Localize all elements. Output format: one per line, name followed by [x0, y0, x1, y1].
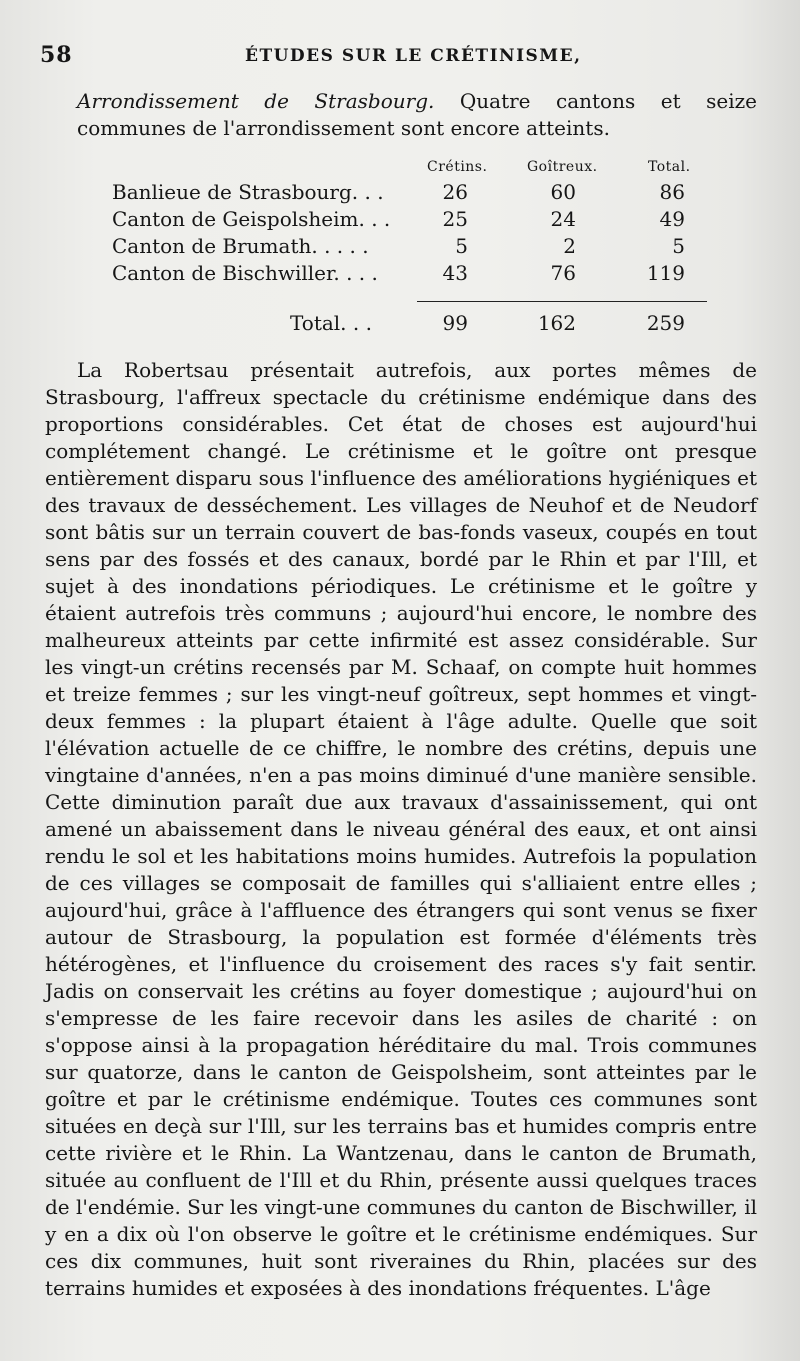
cell-goitreux: 60	[550, 180, 576, 204]
total-rule	[417, 301, 707, 302]
cell-goitreux: 76	[550, 261, 576, 285]
column-header-goitreux: Goîtreux.	[527, 159, 598, 175]
row-label: Banlieue de Strasbourg. . .	[112, 180, 384, 204]
cell-total: 86	[659, 180, 685, 204]
column-header-total: Total.	[648, 159, 691, 175]
table-row	[112, 234, 712, 261]
cell-goitreux: 24	[550, 207, 576, 231]
body-paragraph: La Robertsau présentait autrefois, aux portes mêmes de Strasbourg, l'affreux spectacle du crétinisme endémique dans des proportions considérables. Cet état de choses est aujourd'hui complétement changé. Le crétinisme et le goître ont presque entièrement disparu sous l'influence des améliorations hygiéniques et des travaux de desséchement. Les villages de Neuhof et de Neudorf sont bâtis sur un terrain couvert de bas-fonds vaseux, coupés en tout sens par des fossés et des canaux, bordé par le Rhin et par l'Ill, et sujet à des inondations périodiques. Le crétinisme et le goître y étaient autrefois très communs ; aujourd'hui encore, le nombre des malheureux atteints par cette infirmité est assez considérable. Sur les vingt-un crétins recensés par M. Schaaf, on compte huit hommes et treize femmes ; sur les vingt-neuf goîtreux, sept hommes et vingt-deux femmes : la plupart étaient à l'âge adulte. Quelle que soit l'élévation actuelle de ce chiffre, le nombre des crétins, depuis une vingtaine d'années, n'en a pas moins diminué d'une manière sensible. Cette diminution paraît due aux travaux d'assainissement, qui ont amené un abaissement dans le niveau général des eaux, et ont ainsi rendu le sol et les habitations moins humides. Autrefois la population de ces villages se composait de familles qui s'alliaient entre elles ; aujourd'hui, grâce à l'affluence des étrangers qui sont venus se fixer autour de Strasbourg, la population est formée d'éléments très hétérogènes, et l'influence du croisement des races s'y fait sentir. Jadis on conservait les crétins au foyer domestique ; aujourd'hui on s'empresse de les faire recevoir dans les asiles de charité : on s'oppose ainsi à la propagation héréditaire du mal. Trois communes sur quatorze, dans le canton de Geispolsheim, sont atteintes par le goître et par le crétinisme endémique. Toutes ces communes sont situées en deçà sur l'Ill, sur les terrains bas et humides compris entre cette rivière et le Rhin. La Wantzenau, dans le canton de Brumath, située au confluent de l'Ill et du Rhin, présente aussi quelques traces de l'endémie. Sur les vingt-une communes du canton de Bischwiller, il y en a dix où l'on observe le goître et le crétinisme endémiques. Sur ces dix communes, huit sont riveraines du Rhin, placées sur des terrains humides et exposées à des inondations fréquentes. L'âge	[45, 358, 757, 1300]
cell-cretins: 5	[455, 234, 468, 258]
running-title: ÉTUDES SUR LE CRÉTINISME,	[245, 46, 582, 66]
cell-cretins: 43	[442, 261, 468, 285]
statistics-table	[112, 155, 712, 345]
cell-total: 119	[646, 261, 685, 285]
cell-total: 49	[659, 207, 685, 231]
intro-text: Quatre cantons et seize communes de l'arrondissement sont encore atteints.	[77, 89, 757, 140]
section-heading-italic: Arrondissement de Strasbourg.	[77, 89, 435, 113]
total-label: Total. . .	[290, 311, 372, 335]
cell-total: 5	[672, 234, 685, 258]
row-label: Canton de Bischwiller. . . .	[112, 261, 378, 285]
total-total: 259	[646, 311, 685, 335]
cell-cretins: 26	[442, 180, 468, 204]
column-header-cretins: Crétins.	[427, 159, 488, 175]
page-header	[40, 42, 760, 76]
table-row	[112, 180, 712, 207]
cell-cretins: 25	[442, 207, 468, 231]
body-text	[45, 357, 757, 1302]
intro-paragraph	[45, 88, 757, 142]
table-total-row	[112, 311, 712, 338]
table-row	[112, 207, 712, 234]
row-label: Canton de Brumath. . . . .	[112, 234, 369, 258]
total-goitreux: 162	[537, 311, 576, 335]
table-row	[112, 261, 712, 288]
cell-goitreux: 2	[563, 234, 576, 258]
page-number: 58	[40, 42, 73, 68]
total-cretins: 99	[442, 311, 468, 335]
row-label: Canton de Geispolsheim. . .	[112, 207, 391, 231]
